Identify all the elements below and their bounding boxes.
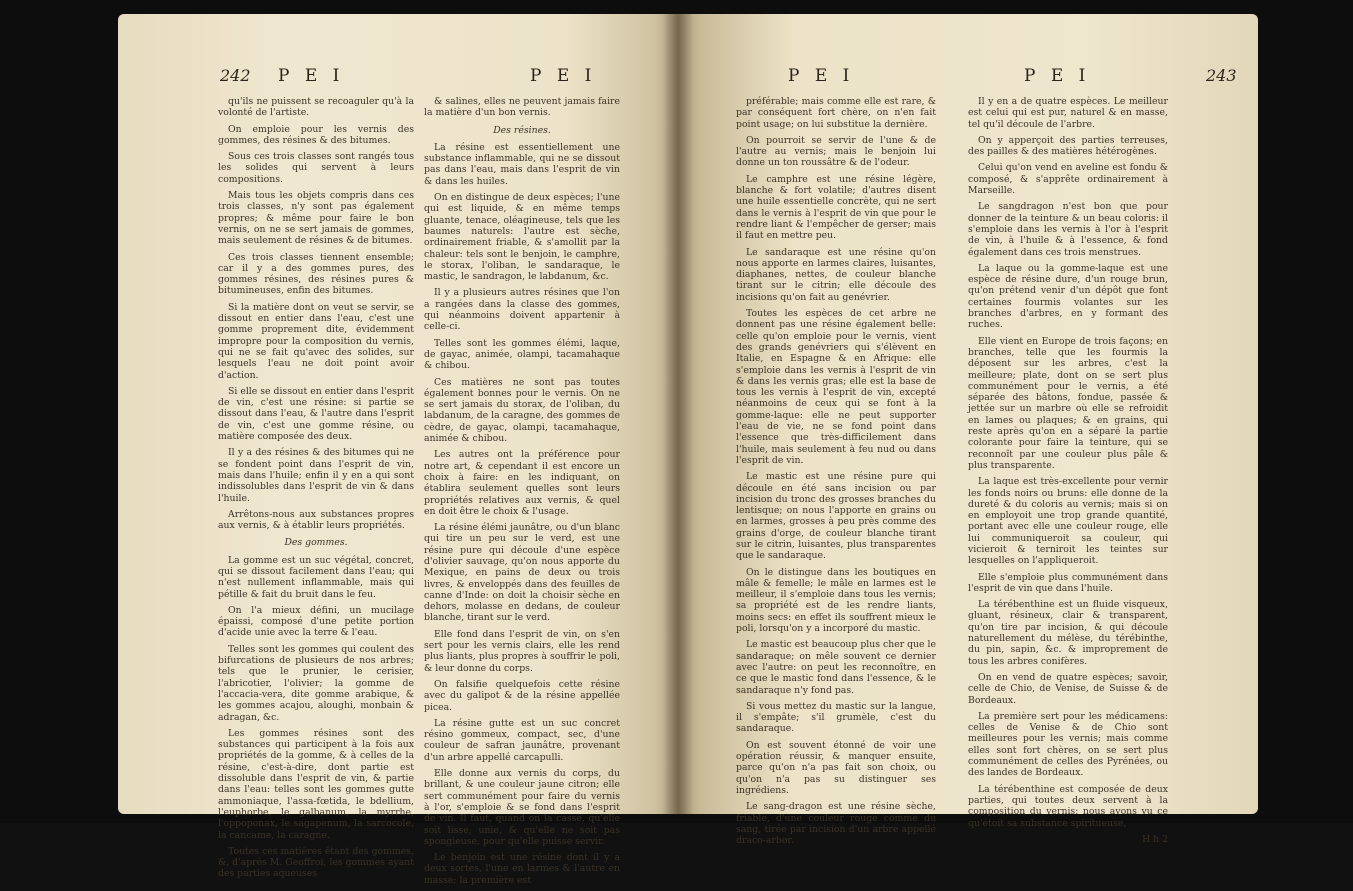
paragraph: On en vend de quatre espèces; savoir, celle de Chio, de Venise, de Suisse & de Bordeaux. xyxy=(968,671,1168,706)
paragraph: Si vous mettez du mastic sur la langue, il s'empâte; s'il grumèle, c'est du sandaraque. xyxy=(736,700,936,735)
section-heading: Des gommes. xyxy=(284,537,348,549)
paragraph: La résine gutte est un suc concret résino gommeux, compact, sec, d'une couleur de safran jaunâtre, provenant d'un arbre appellé carcapulli. xyxy=(424,717,620,763)
paragraph: La première sert pour les médicamens: celles de Venise & de Chio sont meilleures pour les vernis; mais comme elles sont fort chères, on se sert plus communément de celles des Pyrénées, ou des landes de Bordeaux. xyxy=(968,710,1168,779)
paragraph: Elle vient en Europe de trois façons; en branches, telle que les fourmis la déposent sur les arbres, c'est la meilleure; plate, dont on se sert plus communément pour le vernis, a été séparée des bâtons, fondue, passée & jettée sur un marbre où elle se refroidit en lames ou plaques; & en grains, qui reste après qu'on en a séparé la partie colorante pour faire la teinture, qui se reconnoît par une couleur plus pâle & plus transparente. xyxy=(968,335,1168,471)
running-head-left: P E I xyxy=(278,66,345,86)
paragraph: La térébenthine est composée de deux parties, qui toutes deux servent à la composition du vernis: nous avons vu ce qu'étoit sa substance spiritueuse, xyxy=(968,783,1168,829)
paragraph: On le distingue dans les boutiques en mâle & femelle; le mâle en larmes est le meilleur, il s'emploie dans tous les vernis; sa propriété est de les rendre liants, moins secs: en effet ils souffrent mieux le poli, lorsqu'on y a incorporé du mastic. xyxy=(736,566,936,635)
paragraph: On en distingue de deux espèces; l'une qui est liquide, & en même temps gluante, tenace, oléagineuse, tels que les baumes naturels: l'autre est sèche, ordinairement friable, & s'amollit par la chaleur: tels sont le benjoin, le camphre, le storax, l'oliban, le sandaraque, le mastic, le sandragon, le labdanum, &c. xyxy=(424,192,620,283)
paragraph: La térébenthine est un fluide visqueux, gluant, résineux, clair & transparent, qu'on tire par incision, & qui découle naturellement du mélèse, du térébinthe, du pin, sapin, &c. & improprement de tous les arbres conifères. xyxy=(968,599,1168,667)
paragraph: Toutes ces matières étant des gommes, &, d'après M. Geoffroi, les gommes ayant des parties aqueuses xyxy=(218,845,415,880)
running-head-right-col4: P E I xyxy=(1024,66,1091,86)
column-3 xyxy=(736,96,936,851)
open-book xyxy=(118,14,1258,886)
paragraph: Ces matières ne sont pas toutes également bonnes pour le vernis. On ne se sert jamais du storax, de l'oliban, du labdanum, de la caragne, des gommes de cèdre, de gayac, olampi, tacamahaque, animée & chibou. xyxy=(424,376,620,445)
paragraph: Il y a des résines & des bitumes qui ne se fondent point dans l'esprit de vin, mais dans l'huile; enfin il y en a qui sont indissolubles dans l'esprit de vin & dans l'huile. xyxy=(218,447,414,504)
paragraph: Telles sont les gommes élémi, laque, de gayac, animée, olampi, tacamahaque & chibou. xyxy=(424,337,620,372)
paragraph: On emploie pour les vernis des gommes, des résines & des bitumes. xyxy=(218,123,414,146)
paragraph: Le sangdragon n'est bon que pour donner de la teinture & un beau coloris: il s'emploie dans les vernis à l'or à l'esprit de vin, à l'huile & à l'essence, & fond également dans ces trois menstrues. xyxy=(968,201,1168,258)
left-page xyxy=(118,14,678,886)
paragraph: Elle fond dans l'esprit de vin, on s'en sert pour les vernis clairs, elle les rend plus liants, plus propres à souffrir le poli, & leur donne du corps. xyxy=(424,628,620,674)
paragraph: La laque ou la gomme-laque est une espèce de résine dure, d'un rouge brun, qu'on prétend venir d'un dépôt que font certaines fourmis volantes sur les branches d'arbres, en y formant des ruches. xyxy=(968,262,1168,331)
paragraph: Telles sont les gommes qui coulent des bifurcations de plusieurs de nos arbres; tels que le prunier, le cerisier, l'abricotier, l'olivier; la gomme de l'accacia-vera, dite gomme arabique, & les gommes acajou, aloughi, monbain & adragan, &c. xyxy=(218,643,414,723)
paragraph: Sous ces trois classes sont rangés tous les solides qui servent à leurs compositions. xyxy=(218,151,414,185)
paragraph: qu'ils ne puissent se recoaguler qu'à la volonté de l'artiste. xyxy=(218,96,414,119)
paragraph: La résine élémi jaunâtre, ou d'un blanc qui tire un peu sur le verd, est une résine pure qui découle d'une espèce d'olivier sauvage, qu'on nous apporte du Mexique, en pains de deux ou trois livres, & enveloppés dans des feuilles de canne d'Inde: on doit la choisir sèche en dehors, molasse en dedans, de couleur blanche, tirant sur le verd. xyxy=(424,522,620,624)
paragraph: Le mastic est beaucoup plus cher que le sandaraque; on mêle souvent ce dernier avec l'autre: on peut les reconnoître, en ce que le mastic fond dans l'essence, & le sandaraque n'y fond pas. xyxy=(736,639,936,696)
paragraph: Si la matière dont on veut se servir, se dissout en entier dans l'eau, c'est une gomme proprement dite, évidemment impropre pour la composition du vernis, qui ne se fait qu'avec des solides, sur lesquels l'eau ne doit point avoir d'action. xyxy=(218,301,414,381)
paragraph: Si elle se dissout en entier dans l'esprit de vin, c'est une résine: si partie se dissout dans l'eau, & l'autre dans l'esprit de vin, c'est une gomme résine, ou matière composée des deux. xyxy=(218,385,414,443)
paragraph: On l'a mieux défini, un mucilage épaissi, composé d'une petite portion d'acide unie avec la terre & l'eau. xyxy=(218,604,414,639)
right-page xyxy=(678,14,1258,847)
paragraph: Celui qu'on vend en aveline est fondu & composé, & s'apprête ordinairement à Marseille. xyxy=(968,162,1168,197)
paragraph: Le mastic est une résine pure qui découle en été sans incision ou par incision du tronc des grosses branches du lentisque; on nous l'apporte en grains ou en larmes, grosses à peu près comme des grains d'orge, de couleur blanche tirant sur le citrin, luisantes, plus transparentes que le sandaraque. xyxy=(736,471,936,562)
paragraph: Le camphre est une résine légère, blanche & fort volatile; d'autres disent une huile essentielle concrète, qui ne sert dans le vernis à l'esprit de vin que pour le rendre liant & l'empêcher de gerser; mais il faut en mettre peu. xyxy=(736,173,936,242)
paragraph: Elle donne aux vernis du corps, du brillant, & une couleur jaune citron; elle sert communément pour faire du vernis à l'or, s'emploie & se fond dans l'esprit de vin. Il faut, quand on la casse, qu'elle soit lisse, unie, & qu'elle ne soit pas spongieuse, pour qu'elle puisse servir. xyxy=(424,768,620,847)
paragraph: Les gommes résines sont des substances qui participent à la fois aux propriétés de la gomme, & à celles de la résine, c'est-à-dire, dont partie est dissoluble dans l'esprit de vin, & partie dans l'eau: telles sont les gommes gutte ammoniaque, l'assa-fœtida, le bdellium, l'euphorbe, le galbanum, la myrrhe, l'oppoponax, le sagapenum, la sarcocole, la cancame, la caragne. xyxy=(218,727,414,841)
paragraph: La résine est essentiellement une substance inflammable, qui ne se dissout pas dans l'eau, mais dans l'esprit de vin & dans les huiles. xyxy=(424,141,620,187)
column-4 xyxy=(968,96,1168,850)
paragraph: Les autres ont la préférence pour notre art, & cependant il est encore un choix à faire: en les indiquant, on établira seulement quelles sont leurs propriétés relatives aux vernis, & quel en doit être le choix & l'usage. xyxy=(424,449,620,517)
paragraph: Le benjoin est une résine dont il y a deux sortes, l'une en larmes & l'autre en masse; la première est xyxy=(424,852,620,886)
paragraph: Le sang-dragon est une résine sèche, friable, d'une couleur rouge comme du sang, tirée par incision d'un arbre appellé draco-arbor. xyxy=(736,801,936,847)
running-head-left-col2: P E I xyxy=(530,66,597,86)
column-2 xyxy=(424,96,620,891)
paragraph: Le sandaraque est une résine qu'on nous apporte en larmes claires, luisantes, diaphanes, nettes, de couleur blanche tirant sur le citrin; elle découle des incisions qu'on fait au genévrier. xyxy=(736,246,936,303)
paragraph: Arrêtons-nous aux substances propres aux vernis, & à établir leurs propriétés. xyxy=(218,508,414,532)
paragraph: On falsifie quelquefois cette résine avec du galipot & de la résine appellée picea. xyxy=(424,678,620,713)
paragraph: On est souvent étonné de voir une opération réussir, & manquer ensuite, parce qu'on n'a pas fait son choix, ou qu'on n'a pas su distinguer ses ingrédiens. xyxy=(736,739,936,796)
page-number-right: 243 xyxy=(1206,66,1237,85)
paragraph: Il y en a de quatre espèces. Le meilleur est celui qui est pur, naturel & en masse, tel qu'il découle de l'arbre. xyxy=(968,96,1168,130)
paragraph: Mais tous les objets compris dans ces trois classes, n'y sont pas également propres; & même pour faire le bon vernis, on ne se sert jamais de gommes, mais seulement de résines & de bitumes. xyxy=(218,190,414,247)
running-head-right: P E I xyxy=(788,66,855,86)
paragraph: & salines, elles ne peuvent jamais faire la matière d'un bon vernis. xyxy=(424,96,620,119)
paragraph: Toutes les espèces de cet arbre ne donnent pas une résine également belle: celle qu'on emploie pour le vernis, vient des grands genévriers qui s'élèvent en Italie, en Espagne & en Afrique: elle s'emploie dans les vernis à l'esprit de vin & dans les vernis gras; elle est la base de tous les vernis à l'esprit de vin, excepté néanmoins de ceux qui se font à la gomme-laque: elle ne peut supporter l'eau de vie, ne se fond point dans l'essence que très-difficilement dans l'huile, mais seulement à feu nud ou dans l'esprit de vin. xyxy=(736,308,936,466)
paragraph: On pourroit se servir de l'une & de l'autre au vernis; mais le benjoin lui donne un ton roussâtre & de l'odeur. xyxy=(736,134,936,169)
paragraph: On y apperçoit des parties terreuses, des pailles & des matières hétérogènes. xyxy=(968,134,1168,158)
paragraph: préférable; mais comme elle est rare, & par conséquent fort chère, on n'en fait point usage; on lui substitue la dernière. xyxy=(736,96,936,130)
paragraph: La laque est très-excellente pour vernir les fonds noirs ou bruns: elle donne de la dureté & du coloris au vernis; mais si on en employoit une trop grande quantité, portant avec elle une couleur rouge, elle lui communiqueroit sa couleur, qui vicieroit & terniroit les teintes sur lesquelles on l'appliqueroit. xyxy=(968,476,1168,567)
paragraph: La gomme est un suc végétal, concret, qui se dissout facilement dans l'eau; qui n'est nullement inflammable, mais qui pétille & fait du bruit dans le feu. xyxy=(218,554,414,600)
page-number-left: 242 xyxy=(220,66,251,85)
column-1 xyxy=(218,96,414,885)
paragraph: Il y a plusieurs autres résines que l'on a rangées dans la classe des gommes, qui néanmoins doivent appartenir à celle-ci. xyxy=(424,287,620,333)
section-heading: Des résines. xyxy=(493,124,551,136)
paragraph: Ces trois classes tiennent ensemble; car il y a des gommes pures, des gommes résines, des résines pures & bitumineuses, enfin des bitumes. xyxy=(218,251,414,297)
paragraph: Elle s'emploie plus communément dans l'esprit de vin que dans l'huile. xyxy=(968,571,1168,594)
book-gutter xyxy=(663,14,693,814)
signature-mark: H h 2 xyxy=(1142,833,1168,845)
